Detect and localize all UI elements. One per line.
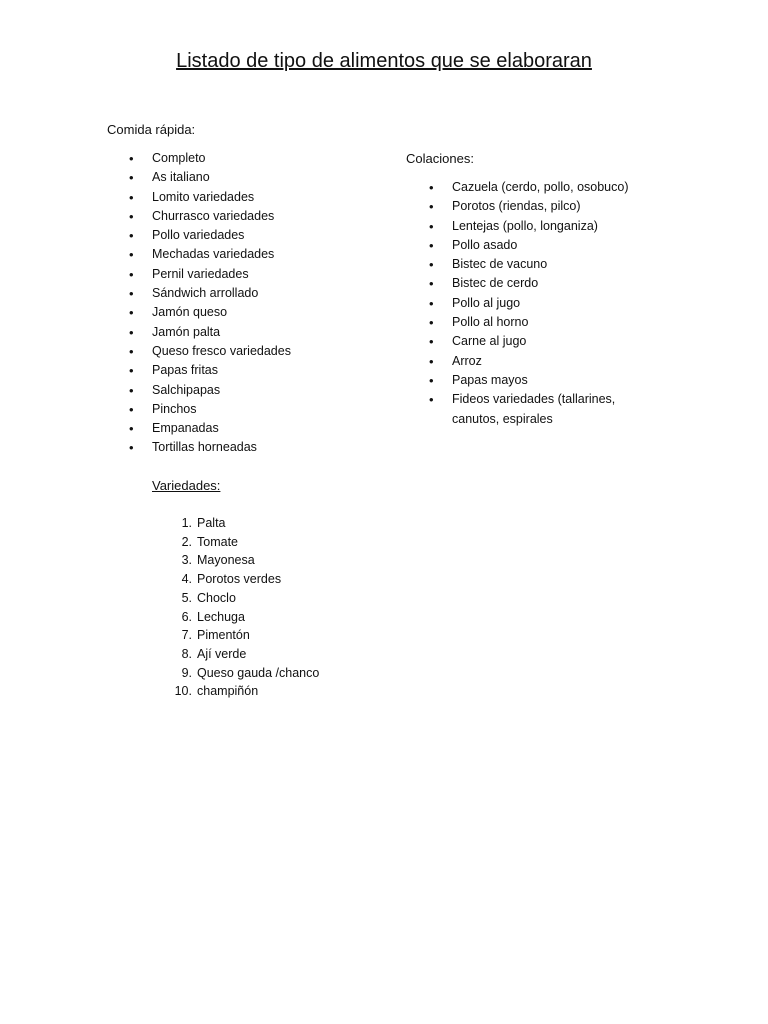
list-item: • Pollo variedades <box>152 226 382 245</box>
item-label: Choclo <box>197 590 236 605</box>
list-item: • Pollo al horno <box>452 313 652 332</box>
list-item: • Carne al jugo <box>452 332 652 351</box>
item-label: Queso gauda /chanco <box>197 665 320 680</box>
item-number: 6. <box>181 609 192 624</box>
list-item <box>181 645 417 664</box>
item-label: Palta <box>197 516 226 530</box>
item-number: 7. <box>181 628 192 643</box>
list-item <box>181 608 417 627</box>
list-item: • Tortillas horneadas <box>152 438 382 457</box>
item-number: 5. <box>181 590 192 605</box>
list-item: • Bistec de cerdo <box>452 274 652 293</box>
list-item: • Mechadas variedades <box>152 245 382 264</box>
list-item: • Papas mayos <box>452 371 652 390</box>
list-item: • Jamón palta <box>152 323 382 342</box>
item-label: Ají verde <box>197 646 247 661</box>
item-label: Tomate <box>197 534 238 549</box>
variedades-heading: Variedades: <box>152 478 221 493</box>
list-item: • Pollo al jugo <box>452 294 652 313</box>
list-item: • Fideos variedades (tallarines, canutos, espirales <box>452 390 652 429</box>
list-item <box>181 589 417 608</box>
colaciones-heading: Colaciones: <box>406 151 474 166</box>
page-title: Listado de tipo de alimentos que se elaboraran <box>176 50 592 72</box>
list-item: • Lomito variedades <box>152 188 382 207</box>
item-label: Porotos verdes <box>197 572 282 587</box>
list-item: • Lentejas (pollo, longaniza) <box>452 217 652 236</box>
item-number: 9. <box>181 665 192 680</box>
colaciones-list <box>452 178 652 429</box>
list-item: • Cazuela (cerdo, pollo, osobuco) <box>452 178 652 197</box>
item-number: 1. <box>181 516 192 530</box>
list-item: • Porotos (riendas, pilco) <box>452 197 652 216</box>
item-label: Pimentón <box>197 628 250 643</box>
list-item <box>181 626 417 645</box>
list-item <box>181 551 417 570</box>
list-item <box>181 664 417 683</box>
list-item: • As italiano <box>152 168 382 187</box>
item-label: champiñón <box>197 684 259 699</box>
list-item <box>181 514 417 533</box>
list-item: • Papas fritas <box>152 361 382 380</box>
item-number: 8. <box>181 646 192 661</box>
list-item: • Pernil variedades <box>152 265 382 284</box>
item-label: Mayonesa <box>197 553 255 568</box>
list-item: • Bistec de vacuno <box>452 255 652 274</box>
list-item: • Completo <box>152 149 382 168</box>
list-item: • Jamón queso <box>152 303 382 322</box>
list-item <box>181 533 417 552</box>
item-number: 4. <box>181 572 192 587</box>
comida-rapida-heading: Comida rápida: <box>107 122 196 137</box>
list-item: • Churrasco variedades <box>152 207 382 226</box>
comida-rapida-list <box>152 149 382 458</box>
variedades-list <box>174 514 417 701</box>
list-item: • Sándwich arrollado <box>152 284 382 303</box>
list-item <box>181 570 417 589</box>
list-item: • Queso fresco variedades <box>152 342 382 361</box>
list-item: • Salchipapas <box>152 381 382 400</box>
list-item <box>174 682 417 701</box>
list-item: • Pinchos <box>152 400 382 419</box>
list-item: • Empanadas <box>152 419 382 438</box>
item-label: Lechuga <box>197 609 245 624</box>
list-item: • Pollo asado <box>452 236 652 255</box>
item-number: 3. <box>181 553 192 568</box>
item-number: 10. <box>174 684 192 699</box>
list-item: • Arroz <box>452 352 652 371</box>
item-number: 2. <box>181 534 192 549</box>
